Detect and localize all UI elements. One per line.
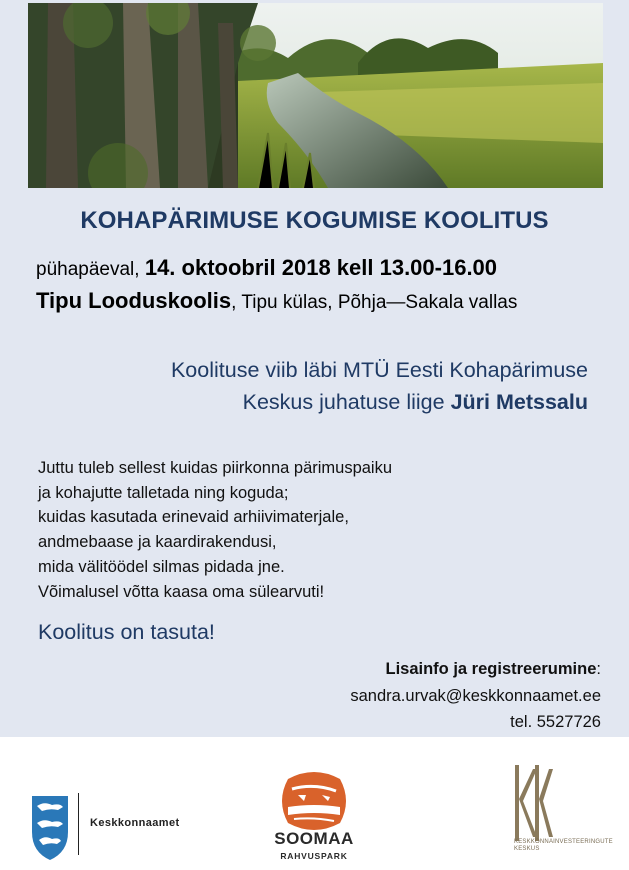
description-line: andmebaase ja kaardirakendusi, xyxy=(38,533,277,552)
trainer-name: Jüri Metssalu xyxy=(450,390,588,414)
soomaa-logo-subtitle: RAHVUSPARK xyxy=(280,851,348,861)
landscape-photo xyxy=(28,3,603,188)
logo-divider xyxy=(78,793,79,855)
trainer-role: Keskus juhatuse liige xyxy=(242,390,445,414)
place-line xyxy=(36,288,517,314)
estonian-coat-of-arms-icon xyxy=(30,792,70,862)
date-line xyxy=(36,255,497,281)
description-line: Võimalusel võtta kaasa oma sülearvuti! xyxy=(38,582,325,601)
description xyxy=(38,456,392,604)
free-note: Koolitus on tasuta! xyxy=(38,620,215,644)
keskkonnaamet-logo-text: Keskkonnaamet xyxy=(90,817,180,829)
venue-address: , Tipu külas, Põhja—Sakala vallas xyxy=(231,292,518,313)
description-line: mida välitöödel silmas pidada jne. xyxy=(38,557,285,576)
page-title: KOHAPÄRIMUSE KOGUMISE KOOLITUS xyxy=(80,207,549,234)
contact-phone[interactable]: tel. 5527726 xyxy=(510,713,601,731)
logo-bar xyxy=(0,737,629,870)
kik-logo-text: KESKKONNAINVESTEERINGUTE KESKUS xyxy=(514,839,613,852)
date-prefix: pühapäeval, xyxy=(36,259,140,280)
contact-email[interactable]: sandra.urvak@keskkonnaamet.ee xyxy=(350,686,601,705)
date-time: 14. oktoobril 2018 kell 13.00-16.00 xyxy=(144,255,498,280)
description-line: ja kohajutte talletada ning koguda; xyxy=(38,483,289,502)
soomaa-logo-name: SOOMAA xyxy=(274,829,354,848)
description-line: Juttu tuleb sellest kuidas piirkonna pärimuspaiku xyxy=(38,459,393,477)
description-line: kuidas kasutada erinevaid arhiivimaterjale, xyxy=(38,508,349,527)
trainer-info xyxy=(171,354,588,418)
contact-label: Lisainfo ja registreerumine xyxy=(385,660,597,678)
kik-logo-icon xyxy=(513,765,553,841)
venue-name: Tipu Looduskoolis xyxy=(36,288,232,313)
trainer-line-2 xyxy=(171,386,588,418)
contact-heading: Lisainfo ja registreerumine: xyxy=(385,660,601,678)
soomaa-logo-icon xyxy=(278,765,350,837)
trainer-line-1: Koolituse viib läbi MTÜ Eesti Kohapärimuse xyxy=(170,358,588,382)
contact-info xyxy=(350,656,601,736)
